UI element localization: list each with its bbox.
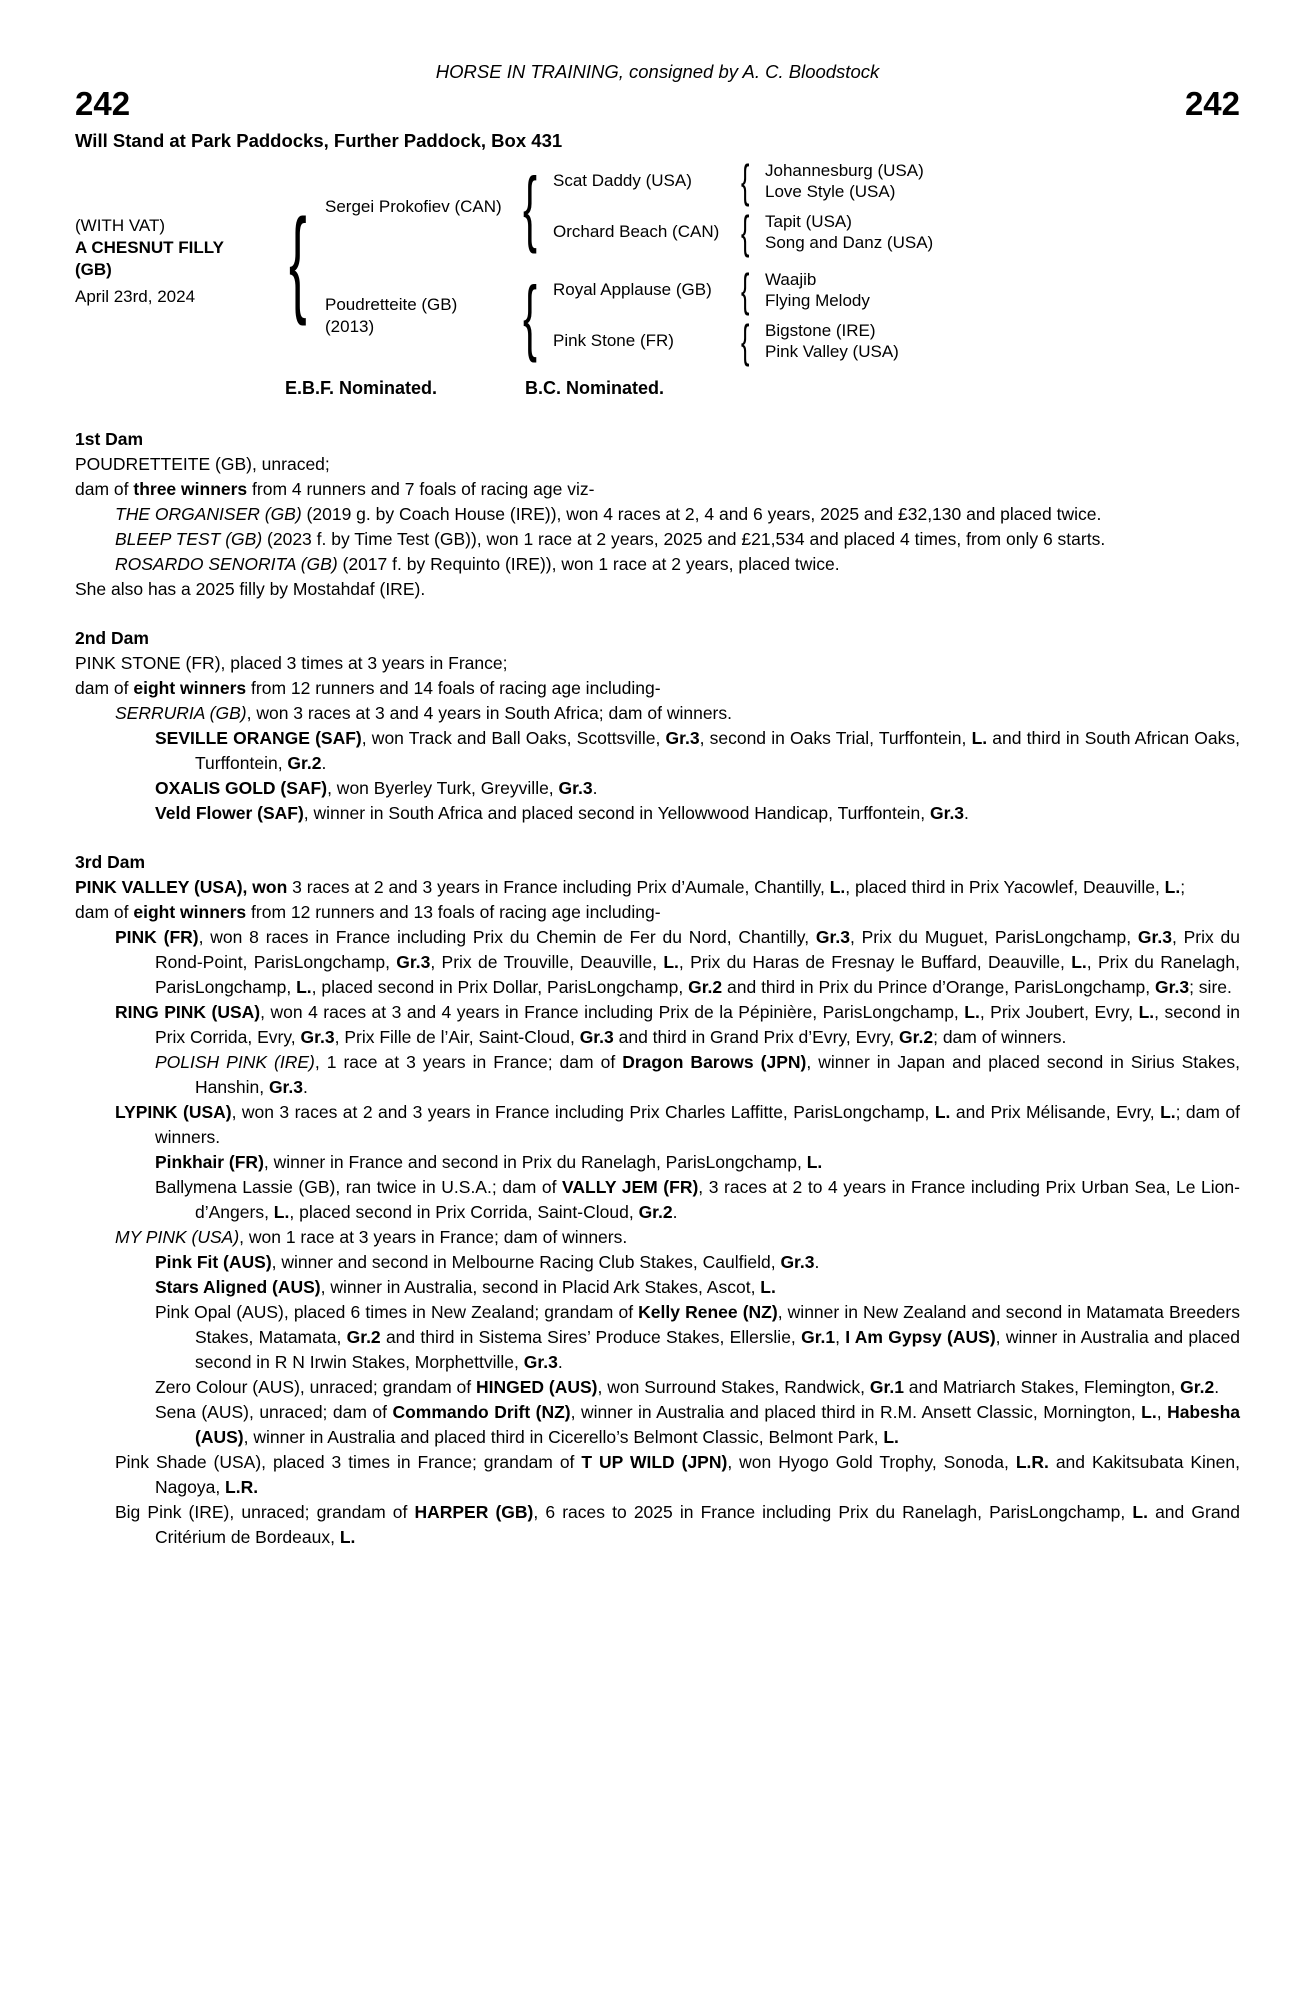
text-segment: , Prix de Trouville, Deauville, [430, 952, 664, 972]
great-granddam-name: Love Style (USA) [765, 182, 896, 201]
grandsire-brace-icon: { [741, 155, 750, 207]
text-segment: Kelly Renee (NZ) [638, 1302, 778, 1322]
great-grandsire-name: Johannesburg (USA) [765, 161, 924, 180]
text-segment: L. [1071, 952, 1087, 972]
text-segment: L. [1160, 1102, 1176, 1122]
text-segment: Ballymena Lassie (GB), ran twice in U.S.A.; dam of [155, 1177, 563, 1197]
text-segment: , second in Prix Corrida, Evry, [155, 1002, 1241, 1047]
text-segment: SERRURIA (GB) [115, 703, 247, 723]
text-segment: Habesha (AUS) [195, 1402, 1241, 1447]
text-segment: dam of [75, 678, 134, 698]
dam-section [75, 626, 1240, 826]
text-segment: and third in South African Oaks, Turffontein, [195, 728, 1240, 773]
text-segment: ; dam of winners. [155, 1102, 1240, 1147]
text-segment: L. [663, 952, 679, 972]
sire-branch [325, 155, 934, 258]
text-segment: , winner in Australia and placed third in R.M. Ansett Classic, Mornington, [570, 1402, 1142, 1422]
pedigree-paragraph [75, 676, 1240, 701]
vat-note: (WITH VAT) [75, 215, 166, 235]
pedigree-paragraph [75, 801, 1240, 826]
text-segment: , won Hyogo Gold Trophy, Sonoda, [727, 1452, 1016, 1472]
pedigree-paragraph [75, 651, 1240, 676]
text-segment: PINK (FR) [115, 927, 199, 947]
text-segment: from 12 runners and 14 foals of racing age including- [246, 678, 661, 698]
text-segment: Gr.2 [899, 1027, 934, 1047]
text-segment: , won 3 races at 3 and 4 years in South Africa; dam of winners. [246, 703, 732, 723]
text-segment: HARPER (GB) [414, 1502, 534, 1522]
text-segment: L. [296, 977, 312, 997]
text-segment: . [303, 1077, 308, 1097]
text-segment: She also has a 2025 filly by Mostahdaf (IRE). [75, 579, 426, 599]
pedigree-paragraph [75, 875, 1240, 900]
granddam-brace-icon: { [741, 206, 750, 258]
text-segment: Gr.2 [287, 753, 322, 773]
text-segment: and third in Prix du Prince d’Orange, ParisLongchamp, [722, 977, 1156, 997]
pedigree-paragraph [75, 1500, 1240, 1550]
text-segment: L. [934, 1102, 951, 1122]
text-segment: . [557, 1352, 563, 1372]
text-segment: , Prix Joubert, Evry, [979, 1002, 1139, 1022]
text-segment: and Grand Critérium de Bordeaux, [155, 1502, 1241, 1547]
pedigree-paragraph [75, 1450, 1240, 1500]
text-segment: and third in Grand Prix d’Evry, Evry, [613, 1027, 900, 1047]
text-segment: Gr.3 [780, 1252, 815, 1272]
pedigree-paragraph [75, 502, 1240, 527]
text-segment: , 1 race at 3 years in France; dam of [314, 1052, 623, 1072]
pedigree-table [75, 155, 1240, 367]
text-segment: , Prix du Haras de Fresnay le Buffard, Deauville, [678, 952, 1072, 972]
grandsire-brace-icon: { [741, 264, 750, 316]
pedigree-paragraph [75, 1375, 1240, 1400]
text-segment: Gr.2 [688, 977, 723, 997]
horse-description-line2: (GB) [75, 259, 112, 279]
text-segment: Sena (AUS), unraced; dam of [155, 1402, 393, 1422]
text-segment: three winners [133, 479, 248, 499]
lot-number-left: 242 [75, 85, 131, 122]
dam-section [75, 850, 1240, 1550]
text-segment: eight winners [133, 902, 247, 922]
grandsire-group [553, 264, 899, 316]
text-segment: Pinkhair (FR) [155, 1152, 264, 1172]
text-segment: Gr.3 [815, 927, 850, 947]
text-segment: Pink Fit (AUS) [155, 1252, 272, 1272]
pedigree-paragraph [75, 527, 1240, 552]
text-segment: , winner in France and second in Prix du Ranelagh, ParisLongchamp, [263, 1152, 807, 1172]
text-segment: , second in Oaks Trial, Turffontein, [699, 728, 972, 748]
pedigree-paragraph [75, 552, 1240, 577]
text-segment: (2017 f. by Requinto (IRE)), won 1 race at 2 years, placed twice. [337, 554, 840, 574]
dam-section [75, 427, 1240, 602]
text-segment: L. [964, 1002, 980, 1022]
pedigree-paragraph [75, 1100, 1240, 1150]
dam-section-heading: 1st Dam [75, 429, 144, 449]
text-segment: Big Pink (IRE), unraced; grandam of [115, 1502, 415, 1522]
text-segment: and Matriarch Stakes, Flemington, [903, 1377, 1181, 1397]
pedigree-generations [325, 155, 934, 367]
text-segment: L. [829, 877, 846, 897]
text-segment: L. [1164, 877, 1181, 897]
text-segment: from 4 runners and 7 foals of racing age viz- [247, 479, 595, 499]
text-segment: , won Byerley Turk, Greyville, [327, 778, 559, 798]
text-segment: , placed second in Prix Dollar, ParisLongchamp, [311, 977, 689, 997]
text-segment: L. [339, 1527, 356, 1547]
text-segment: , Prix du Muguet, ParisLongchamp, [849, 927, 1138, 947]
dam-name-block [325, 294, 521, 338]
text-segment: . [592, 778, 598, 798]
pedigree-paragraph [75, 900, 1240, 925]
text-segment: L. [760, 1277, 776, 1297]
text-segment: SEVILLE ORANGE (SAF) [155, 728, 362, 748]
dam-name: Poudretteite (GB) [325, 294, 458, 314]
text-segment: , 6 races to 2025 in France including Prix du Ranelagh, ParisLongchamp, [533, 1502, 1133, 1522]
great-grandsire-name: Bigstone (IRE) [765, 321, 876, 340]
pedigree-paragraph [75, 1000, 1240, 1050]
text-segment: L. [273, 1202, 290, 1222]
text-segment: (2023 f. by Time Test (GB)), won 1 race at 2 years, 2025 and £21,534 and placed 4 times, from only 6 starts. [262, 529, 1106, 549]
text-segment: , winner in New Zealand and second in Matamata Breeders Stakes, Matamata, [195, 1302, 1240, 1347]
great-grandsire-name: Waajib [765, 270, 817, 289]
text-segment: Gr.2 [1180, 1377, 1215, 1397]
text-segment: L. [1132, 1502, 1148, 1522]
granddam-name: Orchard Beach (CAN) [553, 222, 720, 241]
text-segment: and third in Sistema Sires’ Produce Stakes, Ellerslie, [380, 1327, 802, 1347]
nominations-line [285, 378, 1240, 399]
text-segment: Commando Drift (NZ) [392, 1402, 571, 1422]
text-segment: L. [883, 1427, 899, 1447]
great-grandsire-name: Tapit (USA) [765, 212, 852, 231]
great-granddam-name: Pink Valley (USA) [765, 342, 899, 361]
ebf-nominated-label: E.B.F. Nominated. [285, 378, 438, 398]
consignor-line: HORSE IN TRAINING, consigned by A. C. Bloodstock [435, 61, 880, 82]
text-segment: ; dam of winners. [933, 1027, 1067, 1047]
text-segment: , won 8 races in France including Prix du Chemin de Fer du Nord, Chantilly, [198, 927, 816, 947]
text-segment: from 12 runners and 13 foals of racing age including- [246, 902, 661, 922]
text-segment: ROSARDO SENORITA (GB) [115, 554, 338, 574]
great-granddam-name: Song and Danz (USA) [765, 233, 934, 252]
granddam-group [553, 315, 899, 367]
stand-location-line: Will Stand at Park Paddocks, Further Paddock, Box 431 [75, 130, 563, 151]
text-segment: POLISH PINK (IRE) [155, 1052, 315, 1072]
lot-number-row [75, 86, 1240, 122]
text-segment: , Prix Fille de l’Air, Saint-Cloud, [334, 1027, 580, 1047]
pedigree-paragraph [75, 726, 1240, 776]
dam-brace-icon: { [523, 268, 538, 363]
bc-nominated-label: B.C. Nominated. [525, 378, 665, 398]
pedigree-paragraph [75, 1225, 1240, 1250]
text-segment: BLEEP TEST (GB) [115, 529, 263, 549]
text-segment: Gr.2 [346, 1327, 381, 1347]
text-segment: , won Surround Stakes, Randwick, [597, 1377, 870, 1397]
text-segment: . [964, 803, 969, 823]
text-segment: . [814, 1252, 820, 1272]
text-segment: L. [1138, 1002, 1155, 1022]
text-segment: , placed third in Prix Yacowlef, Deauville, [845, 877, 1165, 897]
text-segment: , winner in Australia, second in Placid Ark Stakes, Ascot, [320, 1277, 761, 1297]
text-segment: Gr.3 [268, 1077, 303, 1097]
text-segment: Stars Aligned (AUS) [155, 1277, 321, 1297]
sire-brace-icon: { [523, 159, 538, 254]
text-segment: Gr.3 [1155, 977, 1190, 997]
text-segment: , winner in Australia and placed third in Cicerello’s Belmont Classic, Belmont Park, [243, 1427, 884, 1447]
text-segment: RING PINK (USA) [115, 1002, 261, 1022]
text-segment: Gr.3 [929, 803, 965, 823]
text-segment: POUDRETTEITE (GB), unraced; [75, 454, 330, 474]
text-segment: OXALIS GOLD (SAF) [155, 778, 328, 798]
dam-section-heading: 3rd Dam [75, 852, 146, 872]
granddam-name: Pink Stone (FR) [553, 331, 674, 350]
dam-branch [325, 264, 933, 367]
text-segment: , [835, 1327, 846, 1347]
text-segment: and Prix Mélisande, Evry, [950, 1102, 1161, 1122]
text-segment: , won 3 races at 2 and 3 years in France including Prix Charles Laffitte, ParisLongchamp, [231, 1102, 935, 1122]
text-segment: MY PINK (USA) [115, 1227, 240, 1247]
text-segment: Gr.1 [869, 1377, 904, 1397]
pedigree-paragraph [75, 1300, 1240, 1375]
pedigree-paragraph [75, 1150, 1240, 1175]
text-segment: Gr.3 [523, 1352, 558, 1372]
pedigree-main-brace-icon: { [289, 195, 307, 327]
text-segment: L. [1141, 1402, 1157, 1422]
pedigree-paragraph [75, 577, 1240, 602]
grandsire-group [553, 155, 933, 207]
text-segment: dam of [75, 479, 134, 499]
text-segment: , Prix du Rond-Point, ParisLongchamp, [155, 927, 1241, 972]
text-segment: , placed second in Prix Corrida, Saint-Cloud, [289, 1202, 639, 1222]
text-segment: ; [1180, 877, 1186, 897]
pedigree-paragraph [75, 1175, 1240, 1225]
text-segment: I Am Gypsy (AUS) [845, 1327, 996, 1347]
text-segment: VALLY JEM (FR) [562, 1177, 699, 1197]
grandsire-name: Royal Applause (GB) [553, 280, 712, 299]
text-segment: Veld Flower (SAF) [155, 803, 304, 823]
text-segment: . [1214, 1377, 1220, 1397]
text-segment: L.R. [225, 1477, 259, 1497]
text-segment: Gr.3 [558, 778, 593, 798]
dam-year: (2013) [325, 316, 375, 336]
text-segment: , Prix du Ranelagh, ParisLongchamp, [155, 952, 1240, 997]
dam-sections [75, 427, 1240, 1550]
text-segment: eight winners [133, 678, 247, 698]
text-segment: , won 4 races at 3 and 4 years in France including Prix de la Pépinière, ParisLongchamp, [260, 1002, 965, 1022]
text-segment: , [1156, 1402, 1168, 1422]
text-segment: , won Track and Ball Oaks, Scottsville, [361, 728, 666, 748]
dam-section-heading: 2nd Dam [75, 628, 149, 648]
pedigree-paragraph [75, 776, 1240, 801]
text-segment: Gr.3 [579, 1027, 614, 1047]
pedigree-paragraph [75, 452, 1240, 477]
granddam-brace-icon: { [741, 315, 750, 367]
sire-name: Sergei Prokofiev (CAN) [325, 196, 502, 216]
text-segment: 3 races at 2 and 3 years in France including Prix d’Aumale, Chantilly, [287, 877, 830, 897]
text-segment: Gr.3 [1137, 927, 1172, 947]
horse-foal-date: April 23rd, 2024 [75, 286, 196, 306]
pedigree-paragraph [75, 477, 1240, 502]
text-segment: Gr.3 [396, 952, 431, 972]
pedigree-paragraph [75, 1050, 1240, 1100]
text-segment: PINK STONE (FR), placed 3 times at 3 years in France; [75, 653, 508, 673]
text-segment: (2019 g. by Coach House (IRE)), won 4 races at 2, 4 and 6 years, 2025 and £32,130 and placed twice. [301, 504, 1102, 524]
text-segment: ; sire. [1189, 977, 1232, 997]
text-segment: and Kakitsubata Kinen, Nagoya, [155, 1452, 1240, 1497]
text-segment: , won 1 race at 3 years in France; dam of winners. [239, 1227, 628, 1247]
text-segment: Gr.1 [801, 1327, 836, 1347]
text-segment: L.R. [1015, 1452, 1049, 1472]
text-segment: , winner in Australia and placed second in R N Irwin Stakes, Morphettville, [195, 1327, 1241, 1372]
text-segment: , 3 races at 2 to 4 years in France including Prix Urban Sea, Le Lion-d’Angers, [195, 1177, 1240, 1222]
text-segment: Gr.3 [300, 1027, 335, 1047]
text-segment: , winner in Japan and placed second in Sirius Stakes, Hanshin, [195, 1052, 1240, 1097]
text-segment: , winner in South Africa and placed second in Yellowwood Handicap, Turffontein, [303, 803, 930, 823]
text-segment: Gr.2 [638, 1202, 673, 1222]
text-segment: Gr.3 [665, 728, 700, 748]
text-segment: . [672, 1202, 678, 1222]
horse-description-line1: A CHESNUT FILLY [75, 237, 224, 257]
granddam-group [553, 206, 934, 258]
text-segment: Zero Colour (AUS), unraced; grandam of [155, 1377, 476, 1397]
text-segment: dam of [75, 902, 134, 922]
great-granddam-name: Flying Melody [765, 291, 870, 310]
text-segment: Pink Opal (AUS), placed 6 times in New Zealand; grandam of [155, 1302, 639, 1322]
pedigree-paragraph [75, 701, 1240, 726]
pedigree-paragraph [75, 1250, 1240, 1275]
text-segment: T UP WILD (JPN) [581, 1452, 728, 1472]
text-segment: THE ORGANISER (GB) [115, 504, 302, 524]
pedigree-paragraph [75, 1400, 1240, 1450]
text-segment: Pink Shade (USA), placed 3 times in France; grandam of [115, 1452, 582, 1472]
text-segment: , winner and second in Melbourne Racing Club Stakes, Caulfield, [271, 1252, 781, 1272]
pedigree-paragraph [75, 925, 1240, 1000]
text-segment: Dragon Barows (JPN) [622, 1052, 807, 1072]
pedigree-paragraph [75, 1275, 1240, 1300]
text-segment: LYPINK (USA) [115, 1102, 232, 1122]
horse-details [75, 215, 287, 308]
lot-number-right: 242 [1184, 85, 1240, 122]
text-segment: L. [971, 728, 988, 748]
text-segment: L. [806, 1152, 823, 1172]
text-segment: HINGED (AUS) [475, 1377, 598, 1397]
text-segment: PINK VALLEY (USA), won [75, 877, 288, 897]
text-segment: . [321, 753, 327, 773]
grandsire-name: Scat Daddy (USA) [553, 171, 692, 190]
